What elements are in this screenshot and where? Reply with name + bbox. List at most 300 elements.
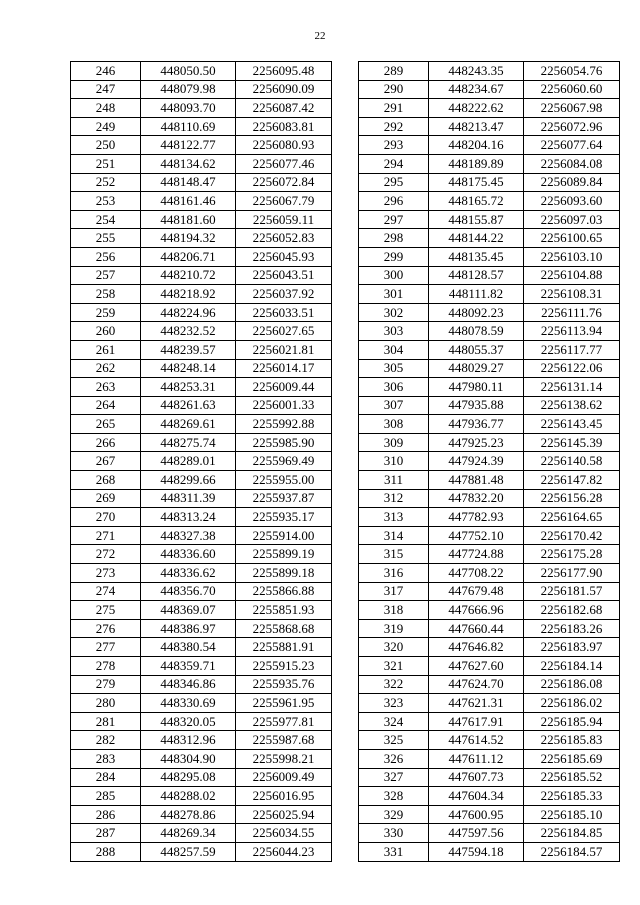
y-coordinate-cell: 2256100.65 — [524, 229, 620, 248]
point-number-cell: 287 — [71, 824, 141, 843]
y-coordinate-cell: 2255851.93 — [236, 601, 332, 620]
x-coordinate-cell: 448304.90 — [141, 749, 236, 768]
x-coordinate-cell: 448165.72 — [429, 192, 524, 211]
table-row — [71, 712, 332, 731]
table-row — [359, 731, 620, 750]
point-number-cell: 306 — [359, 378, 429, 397]
point-number-cell: 264 — [71, 396, 141, 415]
x-coordinate-cell: 447611.12 — [429, 749, 524, 768]
point-number-cell: 288 — [71, 842, 141, 861]
table-row — [71, 173, 332, 192]
point-number-cell: 280 — [71, 694, 141, 713]
x-coordinate-cell: 447924.39 — [429, 452, 524, 471]
x-coordinate-cell: 448239.57 — [141, 340, 236, 359]
table-row — [71, 210, 332, 229]
point-number-cell: 278 — [71, 657, 141, 676]
table-row — [71, 471, 332, 490]
point-number-cell: 292 — [359, 117, 429, 136]
y-coordinate-cell: 2256184.57 — [524, 842, 620, 861]
x-coordinate-cell: 448110.69 — [141, 117, 236, 136]
point-number-cell: 302 — [359, 303, 429, 322]
table-row — [71, 638, 332, 657]
point-number-cell: 298 — [359, 229, 429, 248]
table-row — [359, 415, 620, 434]
table-row — [359, 285, 620, 304]
table-row — [359, 582, 620, 601]
point-number-cell: 326 — [359, 749, 429, 768]
table-row — [359, 749, 620, 768]
table-row — [359, 173, 620, 192]
y-coordinate-cell: 2256122.06 — [524, 359, 620, 378]
x-coordinate-cell: 448289.01 — [141, 452, 236, 471]
y-coordinate-cell: 2256083.81 — [236, 117, 332, 136]
y-coordinate-cell: 2256111.76 — [524, 303, 620, 322]
point-number-cell: 290 — [359, 80, 429, 99]
table-row — [71, 340, 332, 359]
y-coordinate-cell: 2255899.19 — [236, 545, 332, 564]
x-coordinate-cell: 448222.62 — [429, 99, 524, 118]
x-coordinate-cell: 448320.05 — [141, 712, 236, 731]
point-number-cell: 307 — [359, 396, 429, 415]
table-row — [359, 99, 620, 118]
y-coordinate-cell: 2255985.90 — [236, 433, 332, 452]
point-number-cell: 270 — [71, 508, 141, 527]
point-number-cell: 304 — [359, 340, 429, 359]
point-number-cell: 295 — [359, 173, 429, 192]
point-number-cell: 255 — [71, 229, 141, 248]
x-coordinate-cell: 448092.23 — [429, 303, 524, 322]
point-number-cell: 327 — [359, 768, 429, 787]
table-row — [359, 805, 620, 824]
table-row — [71, 842, 332, 861]
point-number-cell: 251 — [71, 154, 141, 173]
table-row — [359, 712, 620, 731]
point-number-cell: 314 — [359, 526, 429, 545]
x-coordinate-cell: 447600.95 — [429, 805, 524, 824]
y-coordinate-cell: 2255866.88 — [236, 582, 332, 601]
x-coordinate-cell: 448181.60 — [141, 210, 236, 229]
x-coordinate-cell: 448144.22 — [429, 229, 524, 248]
y-coordinate-cell: 2256164.65 — [524, 508, 620, 527]
y-coordinate-cell: 2256060.60 — [524, 80, 620, 99]
point-number-cell: 315 — [359, 545, 429, 564]
x-coordinate-cell: 448313.24 — [141, 508, 236, 527]
point-number-cell: 318 — [359, 601, 429, 620]
table-row — [71, 192, 332, 211]
table-row — [71, 285, 332, 304]
y-coordinate-cell: 2256087.42 — [236, 99, 332, 118]
point-number-cell: 294 — [359, 154, 429, 173]
x-coordinate-cell: 448261.63 — [141, 396, 236, 415]
x-coordinate-cell: 448257.59 — [141, 842, 236, 861]
x-coordinate-cell: 448111.82 — [429, 285, 524, 304]
table-row — [359, 601, 620, 620]
point-number-cell: 254 — [71, 210, 141, 229]
table-row — [359, 322, 620, 341]
point-number-cell: 310 — [359, 452, 429, 471]
point-number-cell: 291 — [359, 99, 429, 118]
table-row — [71, 396, 332, 415]
table-row — [359, 303, 620, 322]
x-coordinate-cell: 448189.89 — [429, 154, 524, 173]
y-coordinate-cell: 2256089.84 — [524, 173, 620, 192]
y-coordinate-cell: 2255868.68 — [236, 619, 332, 638]
table-row — [359, 768, 620, 787]
y-coordinate-cell: 2256034.55 — [236, 824, 332, 843]
y-coordinate-cell: 2256185.83 — [524, 731, 620, 750]
page-number: 22 — [314, 30, 326, 42]
x-coordinate-cell: 447660.44 — [429, 619, 524, 638]
point-number-cell: 300 — [359, 266, 429, 285]
x-coordinate-cell: 448269.61 — [141, 415, 236, 434]
x-coordinate-cell: 448288.02 — [141, 787, 236, 806]
table-row — [71, 433, 332, 452]
x-coordinate-cell: 448122.77 — [141, 136, 236, 155]
x-coordinate-cell: 447666.96 — [429, 601, 524, 620]
point-number-cell: 281 — [71, 712, 141, 731]
table-row — [71, 489, 332, 508]
point-number-cell: 321 — [359, 657, 429, 676]
table-row — [359, 117, 620, 136]
point-number-cell: 271 — [71, 526, 141, 545]
point-number-cell: 282 — [71, 731, 141, 750]
x-coordinate-cell: 448380.54 — [141, 638, 236, 657]
point-number-cell: 301 — [359, 285, 429, 304]
point-number-cell: 250 — [71, 136, 141, 155]
point-number-cell: 297 — [359, 210, 429, 229]
y-coordinate-cell: 2255992.88 — [236, 415, 332, 434]
y-coordinate-cell: 2256185.33 — [524, 787, 620, 806]
x-coordinate-cell: 448311.39 — [141, 489, 236, 508]
x-coordinate-cell: 448161.46 — [141, 192, 236, 211]
x-coordinate-cell: 447607.73 — [429, 768, 524, 787]
y-coordinate-cell: 2256067.79 — [236, 192, 332, 211]
x-coordinate-cell: 448148.47 — [141, 173, 236, 192]
table-row — [71, 601, 332, 620]
x-coordinate-cell: 447594.18 — [429, 842, 524, 861]
y-coordinate-cell: 2256084.08 — [524, 154, 620, 173]
x-coordinate-cell: 447832.20 — [429, 489, 524, 508]
x-coordinate-cell: 448029.27 — [429, 359, 524, 378]
table-row — [71, 378, 332, 397]
x-coordinate-cell: 448312.96 — [141, 731, 236, 750]
table-row — [359, 210, 620, 229]
point-number-cell: 308 — [359, 415, 429, 434]
table-row — [71, 322, 332, 341]
point-number-cell: 325 — [359, 731, 429, 750]
y-coordinate-cell: 2256117.77 — [524, 340, 620, 359]
table-row — [71, 136, 332, 155]
point-number-cell: 286 — [71, 805, 141, 824]
y-coordinate-cell: 2256181.57 — [524, 582, 620, 601]
point-number-cell: 274 — [71, 582, 141, 601]
y-coordinate-cell: 2256072.84 — [236, 173, 332, 192]
table-row — [71, 768, 332, 787]
y-coordinate-cell: 2256140.58 — [524, 452, 620, 471]
x-coordinate-cell: 448206.71 — [141, 247, 236, 266]
table-row — [71, 80, 332, 99]
table-row — [71, 657, 332, 676]
x-coordinate-cell: 448269.34 — [141, 824, 236, 843]
table-row — [359, 657, 620, 676]
y-coordinate-cell: 2256080.93 — [236, 136, 332, 155]
y-coordinate-cell: 2255977.81 — [236, 712, 332, 731]
point-number-cell: 249 — [71, 117, 141, 136]
y-coordinate-cell: 2256182.68 — [524, 601, 620, 620]
x-coordinate-cell: 448359.71 — [141, 657, 236, 676]
table-row — [359, 266, 620, 285]
x-coordinate-cell: 447925.23 — [429, 433, 524, 452]
x-coordinate-cell: 448278.86 — [141, 805, 236, 824]
x-coordinate-cell: 448204.16 — [429, 136, 524, 155]
y-coordinate-cell: 2256108.31 — [524, 285, 620, 304]
table-row — [359, 471, 620, 490]
y-coordinate-cell: 2256177.90 — [524, 564, 620, 583]
point-number-cell: 311 — [359, 471, 429, 490]
point-number-cell: 262 — [71, 359, 141, 378]
point-number-cell: 331 — [359, 842, 429, 861]
point-number-cell: 328 — [359, 787, 429, 806]
point-number-cell: 299 — [359, 247, 429, 266]
x-coordinate-cell: 448386.97 — [141, 619, 236, 638]
table-row — [359, 545, 620, 564]
y-coordinate-cell: 2256014.17 — [236, 359, 332, 378]
x-coordinate-cell: 448128.57 — [429, 266, 524, 285]
point-number-cell: 257 — [71, 266, 141, 285]
table-row — [359, 787, 620, 806]
table-row — [359, 489, 620, 508]
point-number-cell: 260 — [71, 322, 141, 341]
table-row — [71, 247, 332, 266]
table-row — [71, 694, 332, 713]
table-row — [359, 136, 620, 155]
y-coordinate-cell: 2256067.98 — [524, 99, 620, 118]
table-row — [71, 805, 332, 824]
table-row — [359, 192, 620, 211]
table-row — [359, 154, 620, 173]
y-coordinate-cell: 2256095.48 — [236, 62, 332, 81]
x-coordinate-cell: 447627.60 — [429, 657, 524, 676]
y-coordinate-cell: 2256175.28 — [524, 545, 620, 564]
y-coordinate-cell: 2256097.03 — [524, 210, 620, 229]
table-row — [71, 824, 332, 843]
y-coordinate-cell: 2255955.00 — [236, 471, 332, 490]
x-coordinate-cell: 448299.66 — [141, 471, 236, 490]
y-coordinate-cell: 2256184.85 — [524, 824, 620, 843]
coordinates-table-right — [358, 61, 620, 862]
point-number-cell: 285 — [71, 787, 141, 806]
x-coordinate-cell: 447624.70 — [429, 675, 524, 694]
y-coordinate-cell: 2255935.17 — [236, 508, 332, 527]
point-number-cell: 272 — [71, 545, 141, 564]
y-coordinate-cell: 2256183.97 — [524, 638, 620, 657]
y-coordinate-cell: 2255969.49 — [236, 452, 332, 471]
x-coordinate-cell: 448093.70 — [141, 99, 236, 118]
y-coordinate-cell: 2256027.65 — [236, 322, 332, 341]
y-coordinate-cell: 2256185.52 — [524, 768, 620, 787]
point-number-cell: 247 — [71, 80, 141, 99]
point-number-cell: 273 — [71, 564, 141, 583]
point-number-cell: 303 — [359, 322, 429, 341]
table-row — [71, 266, 332, 285]
point-number-cell: 320 — [359, 638, 429, 657]
y-coordinate-cell: 2256077.46 — [236, 154, 332, 173]
table-row — [71, 619, 332, 638]
table-body-left — [71, 62, 332, 862]
point-number-cell: 316 — [359, 564, 429, 583]
point-number-cell: 329 — [359, 805, 429, 824]
table-row — [71, 787, 332, 806]
table-row — [359, 378, 620, 397]
y-coordinate-cell: 2256185.94 — [524, 712, 620, 731]
point-number-cell: 246 — [71, 62, 141, 81]
table-row — [71, 415, 332, 434]
y-coordinate-cell: 2256021.81 — [236, 340, 332, 359]
x-coordinate-cell: 447604.34 — [429, 787, 524, 806]
y-coordinate-cell: 2256016.95 — [236, 787, 332, 806]
point-number-cell: 323 — [359, 694, 429, 713]
y-coordinate-cell: 2256184.14 — [524, 657, 620, 676]
y-coordinate-cell: 2255899.18 — [236, 564, 332, 583]
point-number-cell: 317 — [359, 582, 429, 601]
y-coordinate-cell: 2255937.87 — [236, 489, 332, 508]
y-coordinate-cell: 2256044.23 — [236, 842, 332, 861]
table-row — [359, 619, 620, 638]
x-coordinate-cell: 448356.70 — [141, 582, 236, 601]
x-coordinate-cell: 447782.93 — [429, 508, 524, 527]
x-coordinate-cell: 447724.88 — [429, 545, 524, 564]
x-coordinate-cell: 448079.98 — [141, 80, 236, 99]
y-coordinate-cell: 2256037.92 — [236, 285, 332, 304]
coordinates-table-left — [70, 61, 332, 862]
y-coordinate-cell: 2256043.51 — [236, 266, 332, 285]
x-coordinate-cell: 448050.50 — [141, 62, 236, 81]
y-coordinate-cell: 2256103.10 — [524, 247, 620, 266]
x-coordinate-cell: 448055.37 — [429, 340, 524, 359]
y-coordinate-cell: 2256185.69 — [524, 749, 620, 768]
y-coordinate-cell: 2256033.51 — [236, 303, 332, 322]
table-row — [71, 117, 332, 136]
table-row — [359, 564, 620, 583]
x-coordinate-cell: 447881.48 — [429, 471, 524, 490]
table-row — [71, 749, 332, 768]
x-coordinate-cell: 447597.56 — [429, 824, 524, 843]
x-coordinate-cell: 448295.08 — [141, 768, 236, 787]
point-number-cell: 269 — [71, 489, 141, 508]
x-coordinate-cell: 448275.74 — [141, 433, 236, 452]
point-number-cell: 293 — [359, 136, 429, 155]
y-coordinate-cell: 2256147.82 — [524, 471, 620, 490]
point-number-cell: 267 — [71, 452, 141, 471]
table-row — [71, 62, 332, 81]
point-number-cell: 324 — [359, 712, 429, 731]
y-coordinate-cell: 2256104.88 — [524, 266, 620, 285]
point-number-cell: 268 — [71, 471, 141, 490]
table-body-right — [359, 62, 620, 862]
point-number-cell: 322 — [359, 675, 429, 694]
x-coordinate-cell: 448213.47 — [429, 117, 524, 136]
table-row — [359, 526, 620, 545]
table-row — [359, 359, 620, 378]
x-coordinate-cell: 448078.59 — [429, 322, 524, 341]
point-number-cell: 252 — [71, 173, 141, 192]
y-coordinate-cell: 2256185.10 — [524, 805, 620, 824]
y-coordinate-cell: 2256170.42 — [524, 526, 620, 545]
point-number-cell: 277 — [71, 638, 141, 657]
y-coordinate-cell: 2256077.64 — [524, 136, 620, 155]
x-coordinate-cell: 448330.69 — [141, 694, 236, 713]
table-row — [71, 508, 332, 527]
y-coordinate-cell: 2256052.83 — [236, 229, 332, 248]
y-coordinate-cell: 2256186.08 — [524, 675, 620, 694]
point-number-cell: 263 — [71, 378, 141, 397]
x-coordinate-cell: 448248.14 — [141, 359, 236, 378]
y-coordinate-cell: 2255881.91 — [236, 638, 332, 657]
y-coordinate-cell: 2256113.94 — [524, 322, 620, 341]
table-row — [71, 452, 332, 471]
table-row — [359, 229, 620, 248]
table-row — [359, 675, 620, 694]
table-row — [71, 229, 332, 248]
point-number-cell: 265 — [71, 415, 141, 434]
x-coordinate-cell: 448194.32 — [141, 229, 236, 248]
point-number-cell: 313 — [359, 508, 429, 527]
x-coordinate-cell: 448224.96 — [141, 303, 236, 322]
x-coordinate-cell: 447646.82 — [429, 638, 524, 657]
x-coordinate-cell: 447752.10 — [429, 526, 524, 545]
point-number-cell: 319 — [359, 619, 429, 638]
x-coordinate-cell: 448175.45 — [429, 173, 524, 192]
x-coordinate-cell: 448134.62 — [141, 154, 236, 173]
point-number-cell: 309 — [359, 433, 429, 452]
y-coordinate-cell: 2255914.00 — [236, 526, 332, 545]
x-coordinate-cell: 448346.86 — [141, 675, 236, 694]
table-row — [71, 303, 332, 322]
point-number-cell: 261 — [71, 340, 141, 359]
point-number-cell: 305 — [359, 359, 429, 378]
x-coordinate-cell: 447614.52 — [429, 731, 524, 750]
table-row — [359, 62, 620, 81]
y-coordinate-cell: 2256045.93 — [236, 247, 332, 266]
y-coordinate-cell: 2256009.49 — [236, 768, 332, 787]
y-coordinate-cell: 2256009.44 — [236, 378, 332, 397]
table-row — [71, 564, 332, 583]
x-coordinate-cell: 447936.77 — [429, 415, 524, 434]
point-number-cell: 279 — [71, 675, 141, 694]
y-coordinate-cell: 2256093.60 — [524, 192, 620, 211]
y-coordinate-cell: 2256183.26 — [524, 619, 620, 638]
x-coordinate-cell: 448369.07 — [141, 601, 236, 620]
y-coordinate-cell: 2255915.23 — [236, 657, 332, 676]
table-row — [359, 80, 620, 99]
y-coordinate-cell: 2255998.21 — [236, 749, 332, 768]
x-coordinate-cell: 448253.31 — [141, 378, 236, 397]
x-coordinate-cell: 447617.91 — [429, 712, 524, 731]
x-coordinate-cell: 448327.38 — [141, 526, 236, 545]
y-coordinate-cell: 2256059.11 — [236, 210, 332, 229]
point-number-cell: 256 — [71, 247, 141, 266]
point-number-cell: 283 — [71, 749, 141, 768]
x-coordinate-cell: 448232.52 — [141, 322, 236, 341]
x-coordinate-cell: 447708.22 — [429, 564, 524, 583]
x-coordinate-cell: 448155.87 — [429, 210, 524, 229]
y-coordinate-cell: 2255935.76 — [236, 675, 332, 694]
point-number-cell: 266 — [71, 433, 141, 452]
x-coordinate-cell: 447980.11 — [429, 378, 524, 397]
point-number-cell: 259 — [71, 303, 141, 322]
point-number-cell: 289 — [359, 62, 429, 81]
y-coordinate-cell: 2256156.28 — [524, 489, 620, 508]
